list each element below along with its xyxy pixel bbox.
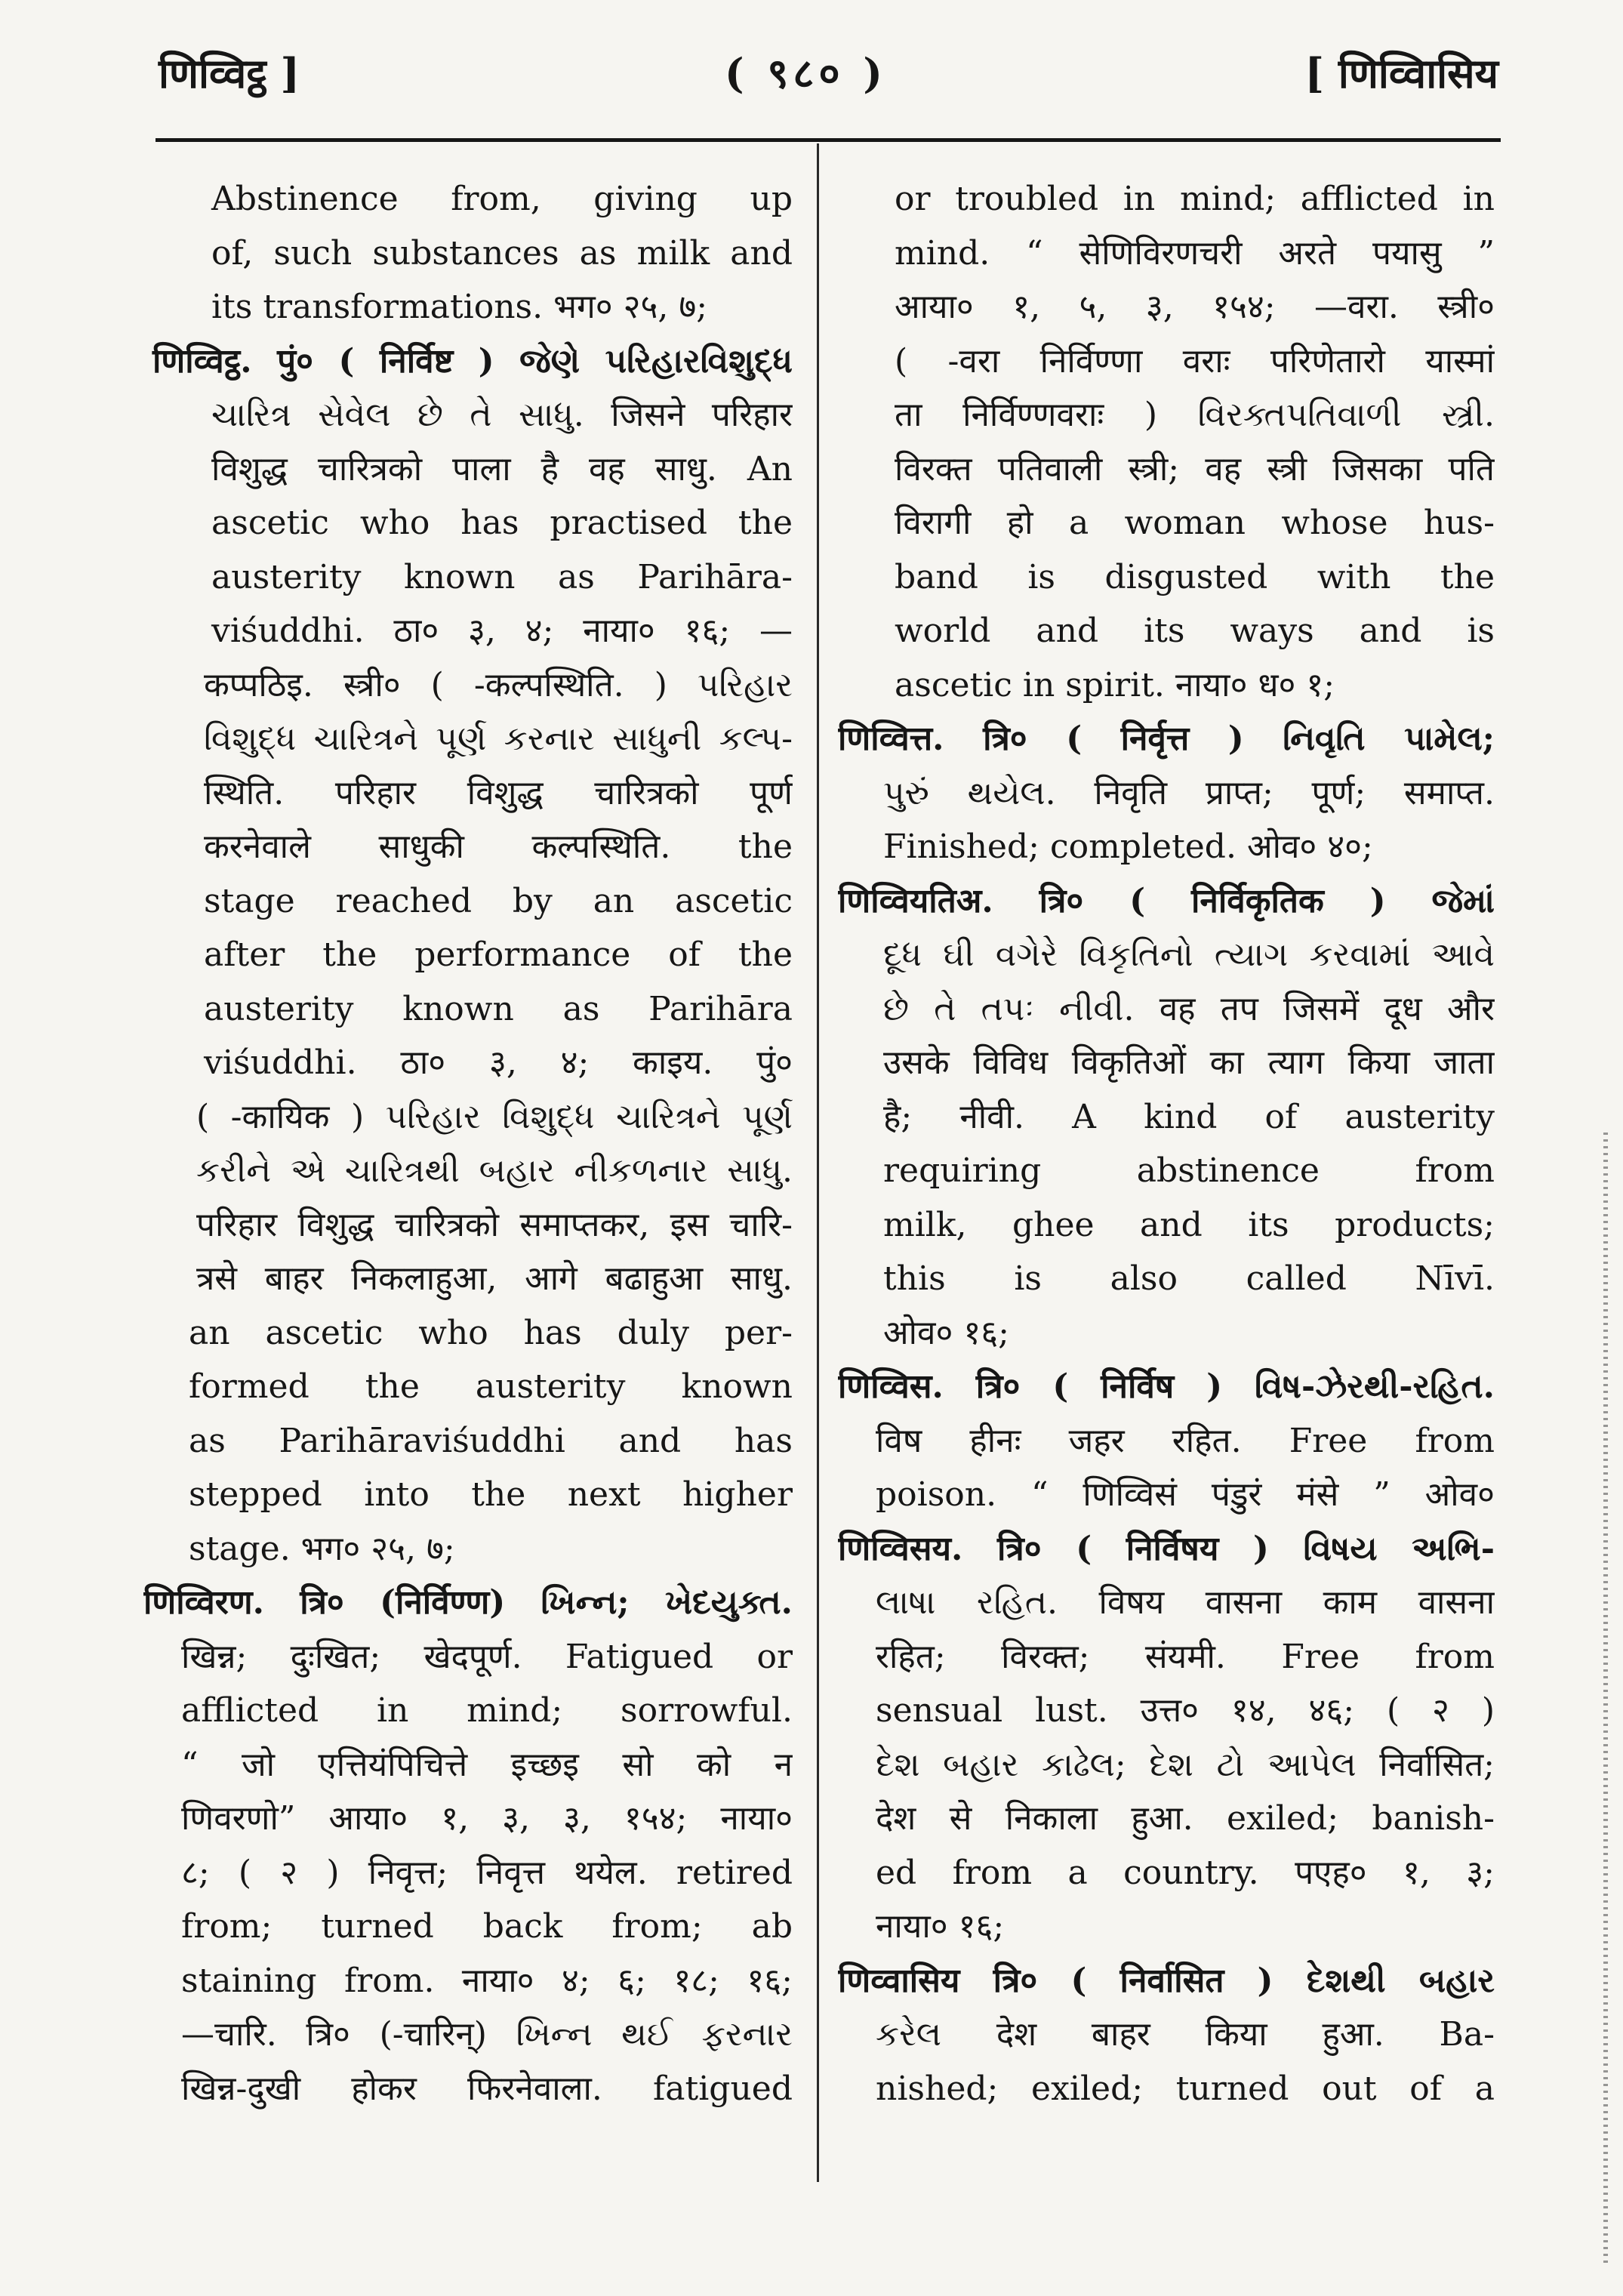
entry-text-line: ascetic in spirit. नाया० ध० १; bbox=[895, 665, 1335, 704]
entry-text-line: લાષા રહિત. विषय वासना काम वासना bbox=[876, 1583, 1495, 1622]
entry-text-line: त्रसे बाहर निकलाहुआ, आगे बढाहुआ साधु. bbox=[196, 1259, 793, 1298]
entry-text-line: sensual lust. उत्त० १४, ४६; ( २ ) bbox=[876, 1691, 1495, 1730]
entry-headword-line: णिव्विट्ठ. पुं० ( निर्विष्ट ) જેણે પરિહારવિશુદ્ધ bbox=[152, 341, 793, 381]
entry-text-line: stepped into the next higher bbox=[189, 1475, 793, 1514]
entry-text-line: requiring abstinence from bbox=[883, 1151, 1495, 1190]
entry-text-line: ता निर्विण्णवराः ) વિરક્તપતિવાળી સ્ત્રી. bbox=[895, 396, 1495, 434]
entry-headword-line: णिव्विरण. त्रि० (निर्विण्ण) ખિન્ન; ખેદયુક્ત. bbox=[143, 1583, 793, 1622]
entry-text-line: ओव० १६; bbox=[883, 1313, 1009, 1352]
entry-text-line: viśuddhi. ठा० ३, ४; नाया० १६; — bbox=[211, 612, 793, 650]
entry-text-line: afflicted in mind; sorrowful. bbox=[181, 1691, 793, 1730]
entry-text-line: खिन्न; दुःखित; खेदपूर्ण. Fatigued or bbox=[181, 1637, 793, 1676]
entry-text-line: of, such substances as milk and bbox=[211, 233, 793, 273]
entry-text-line: नाया० १६; bbox=[876, 1907, 1005, 1946]
entry-text-line: પુરું થયેલ. निवृति प्राप्त; पूर्ण; समाप्त. bbox=[883, 773, 1495, 812]
entry-text-line: world and its ways and is bbox=[895, 612, 1495, 650]
header-right-guideword: [ णिव्विासिय bbox=[1304, 49, 1498, 97]
entry-text-line: ( -कायिक ) પરિહાર વિશુદ્ધ ચારિત્રને પૂર્ણ bbox=[196, 1097, 793, 1136]
entry-text-line: रहित; विरक्त; संयमी. Free from bbox=[876, 1637, 1495, 1676]
entry-text-line: poison. “ णिव्विसं पंडुरं मंसे ” ओव० bbox=[876, 1475, 1495, 1514]
entry-text-line: उसके विविध विकृतिओं का त्याग किया जाता bbox=[883, 1043, 1495, 1082]
entry-headword-line: णिव्विस. त्रि० ( निर्विष ) વિષ-ઝેરથી-રહિત. bbox=[838, 1367, 1495, 1406]
entry-text-line: ascetic who has practised the bbox=[211, 504, 793, 542]
entry-text-line: ચારિત્ર સેવેલ છે તે સાધુ. जिसने परिहार bbox=[211, 396, 793, 434]
entry-headword-line: णिव्वित्त. त्रि० ( निर्वृत्त ) નિવૃતિ પામેલ; bbox=[838, 720, 1495, 758]
page-edge bbox=[1603, 1133, 1608, 2265]
page-header bbox=[159, 38, 1498, 106]
entry-text-line: કરીને એ ચારિત્રથી બહાર નીકળનાર સાધુ. bbox=[196, 1151, 793, 1190]
right-column bbox=[838, 172, 1495, 2116]
entry-text-line: દેશ બહાર કાઢેલ; દેશ ટો આપેલ निर्वासित; bbox=[876, 1745, 1495, 1784]
column-divider bbox=[817, 143, 819, 2182]
entry-text-line: स्थिति. परिहार विशुद्ध चारित्रको पूर्ण bbox=[204, 773, 793, 812]
entry-text-line: ed from a country. पएह० १, ३; bbox=[876, 1853, 1495, 1892]
entry-text-line: देश से निकाला हुआ. exiled; banish- bbox=[876, 1799, 1495, 1838]
entry-text-line: its transformations. भग० २५, ७; bbox=[211, 288, 708, 326]
entry-headword-line: णिव्विसय. त्रि० ( निर्विषय ) વિષય અભિ- bbox=[838, 1529, 1495, 1568]
entry-text-line: परिहार विशुद्ध चारित्रको समाप्तकर, इस चारि- bbox=[196, 1205, 793, 1244]
entry-text-line: viśuddhi. ठा० ३, ४; काइय. पुं० bbox=[204, 1043, 793, 1082]
entry-text-line: as Parihāraviśuddhi and has bbox=[189, 1421, 793, 1460]
entry-text-line: an ascetic who has duly per- bbox=[189, 1313, 793, 1352]
entry-headword-line: णिव्वासिय त्रि० ( निर्वासित ) દેશથી બહાર bbox=[838, 1961, 1495, 2000]
entry-text-line: विशुद्ध चारित्रको पाला है वह साधु. An bbox=[211, 449, 793, 488]
entry-text-line: દૂધ ઘી વગેરે વિકૃતિનો ત્યાગ કરવામાં આવે bbox=[883, 935, 1495, 974]
entry-text-line: विरक्त पतिवाली स्त्री; वह स्त्री जिसका पति bbox=[895, 449, 1495, 488]
entry-text-line: staining from. नाया० ४; ६; १८; १६; bbox=[181, 1961, 793, 2000]
entry-text-line: this is also called Nīvī. bbox=[883, 1259, 1495, 1298]
entry-text-line: विष हीनः जहर रहित. Free from bbox=[876, 1421, 1495, 1460]
entry-text-line: खिन्न-दुखी होकर फिरनेवाला. fatigued bbox=[181, 2069, 793, 2108]
entry-text-line: stage. भग० २५, ७; bbox=[189, 1529, 455, 1568]
header-left-guideword: णिव्विट्ठ ] bbox=[159, 49, 300, 97]
entry-text-line: austerity known as Parihāra- bbox=[211, 557, 793, 596]
entry-text-line: णिवरणो” आया० १, ३, ३, १५४; नाया० bbox=[181, 1799, 793, 1838]
entry-headword-line: णिव्वियतिअ. त्रि० ( निर्विकृतिक ) જેમાં bbox=[838, 881, 1495, 920]
page-number: ( ९८० ) bbox=[725, 49, 887, 97]
entry-text-line: or troubled in mind; afflicted in bbox=[895, 180, 1495, 218]
entry-text-line: आया० १, ५, ३, १५४; —वरा. स्त्री० bbox=[895, 288, 1495, 326]
entry-text-line: કરેલ देश बाहर किया हुआ. Ba- bbox=[876, 2015, 1495, 2054]
entry-text-line: nished; exiled; turned out of a bbox=[876, 2069, 1495, 2108]
entry-text-line: ( -वरा निर्विण्णा वराः परिणेतारो यास्मां bbox=[895, 341, 1495, 381]
entry-text-line: —चारि. त्रि० (-चारिन्) ખિન્ન થઈ ફરનાર bbox=[181, 2015, 793, 2054]
entry-text-line: “ जो एत्तियंपिचित्ते इच्छइ सो को न bbox=[181, 1745, 793, 1784]
left-column bbox=[143, 172, 793, 2116]
entry-text-line: है; नीवी. A kind of austerity bbox=[883, 1097, 1495, 1136]
entry-text-line: formed the austerity known bbox=[189, 1367, 793, 1406]
entry-text-line: after the performance of the bbox=[204, 935, 793, 974]
entry-text-line: છે તે તપઃ નીવી. वह तप जिसमें दूध और bbox=[883, 989, 1495, 1028]
entry-text-line: stage reached by an ascetic bbox=[204, 881, 793, 920]
entry-text-line: austerity known as Parihāra bbox=[204, 989, 793, 1028]
entry-text-line: कप्पठिइ. स्त्री० ( -कल्पस्थिति. ) પરિહાર bbox=[204, 665, 793, 704]
entry-text-line: band is disgusted with the bbox=[895, 557, 1495, 596]
entry-text-line: from; turned back from; ab bbox=[181, 1907, 793, 1946]
entry-text-line: mind. “ सेणिविरणचरी अरते पयासु ” bbox=[895, 233, 1495, 273]
entry-text-line: વિશુદ્ધ ચારિત્રને પૂર્ણ કરનાર સાધુની કલ્પ- bbox=[204, 720, 793, 758]
entry-text-line: milk, ghee and its products; bbox=[883, 1205, 1495, 1244]
header-rule bbox=[156, 138, 1501, 142]
entry-text-line: Abstinence from, giving up bbox=[211, 180, 793, 218]
entry-text-line: Finished; completed. ओव० ४०; bbox=[883, 827, 1373, 866]
entry-text-line: विरागी हो a woman whose hus- bbox=[895, 504, 1495, 542]
entry-text-line: ८; ( २ ) निवृत्त; निवृत्त थयेल. retired bbox=[181, 1853, 793, 1892]
entry-text-line: करनेवाले साधुकी कल्पस्थिति. the bbox=[204, 827, 793, 866]
